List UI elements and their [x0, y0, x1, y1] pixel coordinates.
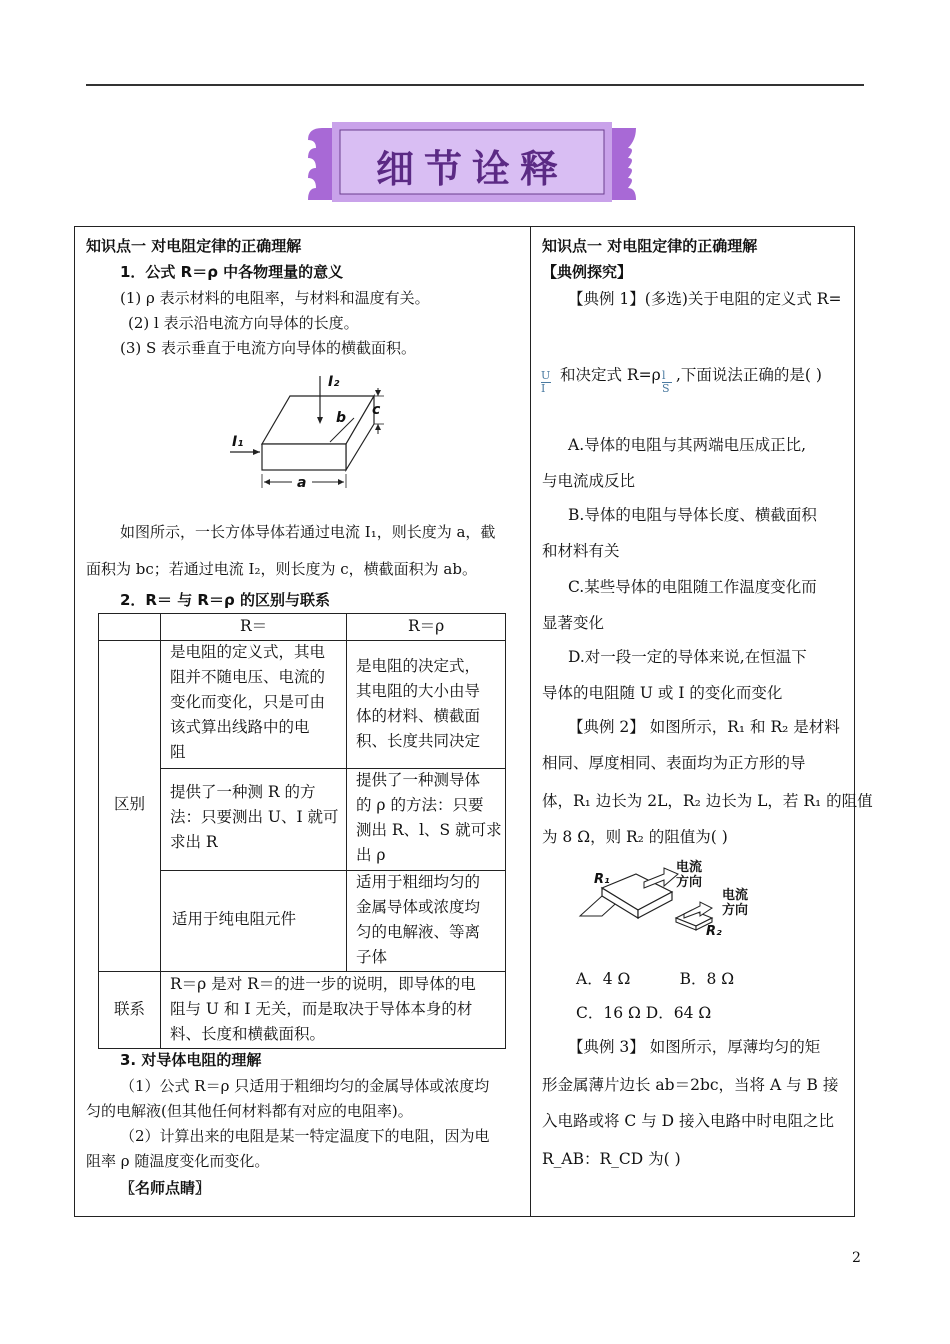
- row-label-relation: 联系: [114, 1000, 146, 1018]
- table-header-determination: R＝ρ: [408, 617, 445, 635]
- fig2-label-r1: R₁: [594, 872, 610, 887]
- option-c-line-2: 显著变化: [542, 614, 605, 632]
- fig-label-c: c: [372, 402, 381, 418]
- example-2-line-3: 体，R₁ 边长为 2L，R₂ 边长为 L，若 R₁ 的阻值: [542, 792, 873, 810]
- cell-determination-nature: 是电阻的决定式， 其电阻的大小由导 体的材料、横截面 积、长度共同决定: [356, 657, 481, 750]
- example-2-line-2: 相同、厚度相同、表面均为正方形的导: [542, 754, 806, 772]
- option-c-line-1: C.某些导体的电阻随工作温度变化而: [568, 578, 817, 596]
- answers-c-d: C．16 Ω D．64 Ω: [576, 1004, 712, 1022]
- example-3-line-2: 形金属薄片边长 ab＝2bc，当将 A 与 B 接: [542, 1076, 839, 1094]
- understanding-2-line-1: （2）计算出来的电阻是某一特定温度下的电阻，因为电: [120, 1127, 490, 1145]
- subheading-3: 3. 对导体电阻的理解: [120, 1051, 262, 1069]
- figure-explanation-line-2: 面积为 bc；若通过电流 I₂，则长度为 c，横截面积为 ab。: [86, 560, 477, 578]
- teacher-tip-label: 〖名师点睛〗: [120, 1179, 211, 1197]
- banner-title: 细节诠释: [375, 147, 568, 191]
- example-2-line-4: 为 8 Ω，则 R₂ 的阻值为( ): [542, 828, 728, 846]
- example-1-line-2: 和决定式 R=ρ: [560, 366, 661, 384]
- fig-label-i1: I₁: [232, 434, 244, 450]
- option-d-line-2: 导体的电阻随 U 或 I 的变化而变化: [542, 684, 783, 702]
- cell-definition-scope: 适用于纯电阻元件: [172, 910, 297, 928]
- answers-a-b: A．4 Ω B．8 Ω: [576, 970, 735, 988]
- fig2-current-direction-1: 电流 方向: [676, 860, 703, 890]
- figure-explanation-line-1: 如图所示，一长方体导体若通过电流 I₁，则长度为 a，截: [120, 523, 496, 541]
- cell-definition-method: 提供了一种测 R 的方 法：只要测出 U、I 就可 求出 R: [170, 783, 339, 851]
- example-3-line-1: 【典例 3】 如图所示，厚薄均匀的矩: [568, 1038, 821, 1056]
- cell-determination-method: 提供了一种测导体 的 ρ 的方法：只要 测出 R、l、S 就可求 出 ρ: [356, 771, 502, 864]
- example-1-line-1: 【典例 1】(多选)关于电阻的定义式 R=: [568, 290, 842, 308]
- option-b-line-2: 和材料有关: [542, 542, 620, 560]
- example-2-line-1: 【典例 2】 如图所示，R₁ 和 R₂ 是材料: [568, 718, 840, 736]
- header-rule: [86, 84, 864, 86]
- cuboid-conductor-figure: [226, 366, 396, 492]
- point-1: (1) ρ 表示材料的电阻率，与材料和温度有关。: [120, 289, 430, 307]
- option-a-line-1: A.导体的电阻与其两端电压成正比,: [568, 436, 807, 454]
- example-3-line-4: R_AB：R_CD 为( ): [542, 1150, 681, 1168]
- fig2-label-r2: R₂: [706, 924, 722, 939]
- understanding-2-line-2: 阻率 ρ 随温度变化而变化。: [86, 1152, 270, 1170]
- right-heading: 知识点一 对电阻定律的正确理解: [542, 237, 758, 255]
- fraction-u-over-i: $\frac{U}{I}$: [541, 369, 551, 395]
- subheading-1: 1．公式 R＝ρ 中各物理量的意义: [120, 263, 344, 281]
- cell-determination-scope: 适用于粗细均匀的 金属导体或浓度均 匀的电解液、等离 子体: [356, 873, 481, 966]
- fig-label-i2: I₂: [328, 374, 340, 390]
- cell-definition-nature: 是电阻的定义式，其电 阻并不随电压、电流的 变化而变化，只是可由 该式算出线路中的电 阻: [170, 643, 326, 761]
- subheading-2: 2．R＝ 与 R＝ρ 的区别与联系: [120, 591, 330, 609]
- row-label-difference: 区别: [114, 795, 146, 813]
- option-a-line-2: 与电流成反比: [542, 472, 636, 490]
- table-header-definition: R＝: [240, 617, 268, 635]
- left-heading: 知识点一 对电阻定律的正确理解: [86, 237, 302, 255]
- understanding-1-line-2: 匀的电解液(但其他任何材料都有对应的电阻率)。: [86, 1102, 413, 1120]
- examples-section-title: 【典例探究】: [542, 263, 633, 281]
- point-3: (3) S 表示垂直于电流方向导体的横截面积。: [120, 339, 417, 357]
- example-1-line-2-tail: ,下面说法正确的是( ): [676, 366, 822, 384]
- fraction-l-over-s: $\frac{l}{S}$: [662, 370, 672, 395]
- example-3-line-3: 入电路或将 C 与 D 接入电路中时电阻之比: [542, 1112, 834, 1130]
- understanding-1-line-1: （1）公式 R＝ρ 只适用于粗细均匀的金属导体或浓度均: [120, 1077, 490, 1095]
- point-2: (2) l 表示沿电流方向导体的长度。: [128, 314, 359, 332]
- fig-label-b: b: [336, 410, 347, 426]
- option-b-line-1: B.导体的电阻与导体长度、横截面积: [568, 506, 817, 524]
- page-number: 2: [852, 1250, 861, 1266]
- fig2-current-direction-2: 电流 方向: [722, 888, 749, 918]
- cell-relation: R＝ρ 是对 R＝的进一步的说明，即导体的电 阻与 U 和 I 无关，而是取决于导体本身的材 料、长度和横截面积。: [170, 975, 476, 1043]
- column-divider: [530, 226, 531, 1216]
- option-d-line-1: D.对一段一定的导体来说,在恒温下: [568, 648, 807, 666]
- section-banner: [302, 118, 642, 210]
- fig-label-a: a: [297, 475, 307, 491]
